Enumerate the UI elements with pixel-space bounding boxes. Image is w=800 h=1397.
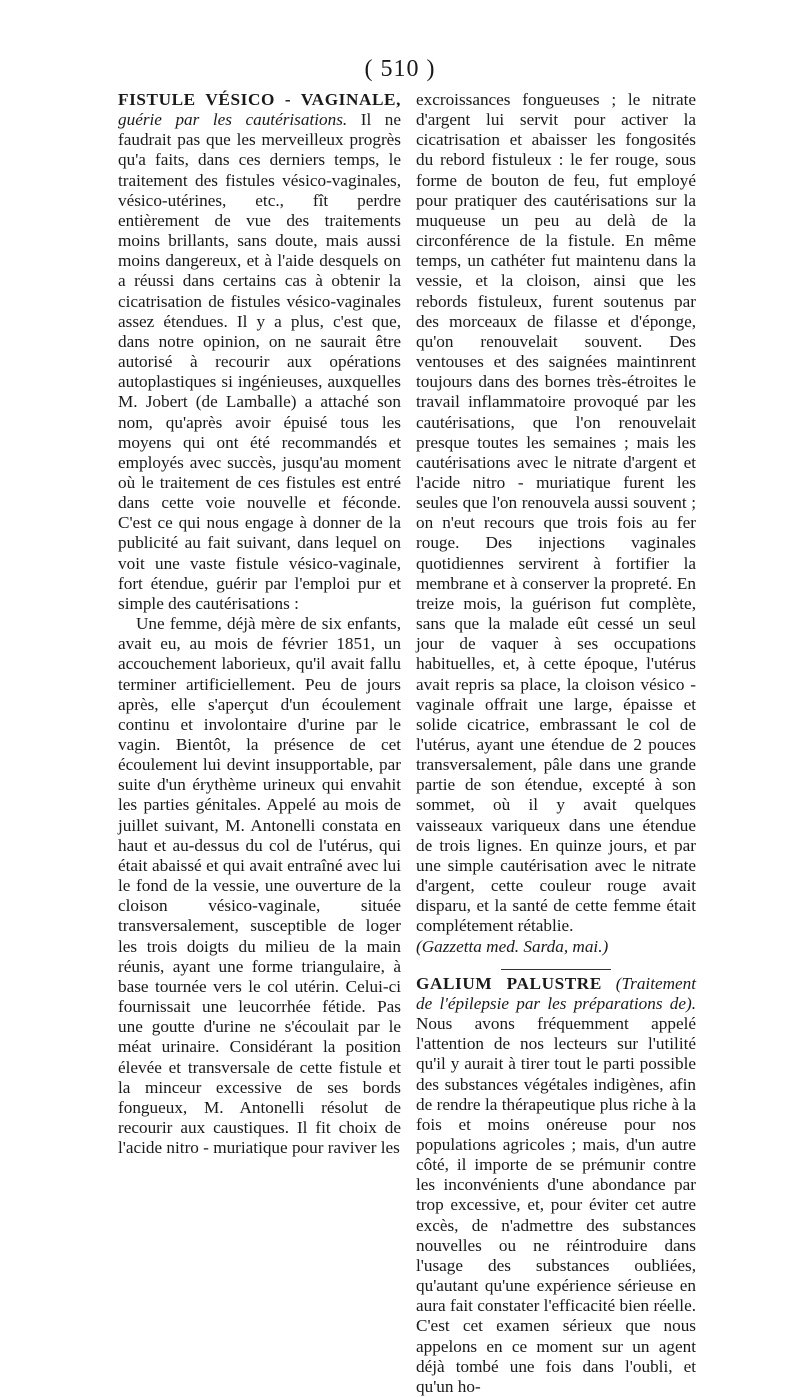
article2-paragraph-1: Nous avons fréquemment appelé l'attention de nos lecteurs sur l'utilité qu'il y aurait à tirer tout le parti possible des substances végétales indigènes, afin de rendre la thérapeutique plus riche à la fois et moins onéreuse pour nos populations agricoles ; mais, d'un autre côté, il importe de se prémunir contre les inconvénients d'une abondance par trop excessive, et, pour éviter cet autre excès, de n'admettre des substances nouvelles ou ne réintroduire dans l'usage des substances oubliées, qu'autant qu'une expérience sérieuse en aura fait constater l'efficacité bien réelle. C'est cet examen sérieux que nous appelons en ce moment sur un agent déjà tombé une fois dans l'oubli, et qu'un ho- bbox=[416, 1014, 696, 1396]
article1-heading: FISTULE VÉSICO - VAGINALE, bbox=[118, 90, 401, 109]
article1-paragraph-1: Il ne faudrait pas que les merveilleux progrès qu'a faits, dans ces derniers temps, le traitement des fistules vésico-vaginales, vésico-utérines, etc., fît perdre entièrement de vue des traitements moins brillants, sans doute, mais aussi moins dangereux, et à l'aide desquels on a réussi dans certains cas à obtenir la cicatrisation de fistules vésico-vaginales assez étendues. Il y a plus, c'est que, dans notre opinion, on ne saurait être autorisé à recourir aux opérations autoplastiques si ingénieuses, auxquelles M. Jobert (de Lamballe) a attaché son nom, qu'après avoir épuisé tous les moyens qui ont été recommandés et employés avec succès, jusqu'au moment où le traitement de ces fistules est entré dans cette voie nouvelle et féconde. C'est ce qui nous engage à donner de la publicité au fait suivant, dans lequel on voit une vaste fistule vésico-vaginale, fort étendue, guérir par l'emploi pur et simple des cautérisations : bbox=[118, 110, 401, 613]
article2-subtitle: (Traitement de l'épilepsie par les préparations de). bbox=[416, 973, 697, 1013]
right-column bbox=[416, 90, 696, 1397]
article1-first-paragraph bbox=[118, 90, 401, 614]
article2-first-paragraph bbox=[416, 974, 696, 1397]
page-number: ( 510 ) bbox=[364, 56, 436, 82]
article1-source: (Gazzetta med. Sarda, mai.) bbox=[416, 936, 609, 956]
left-column bbox=[118, 90, 401, 1158]
article1-subtitle: guérie par les cautérisations. bbox=[118, 110, 348, 130]
article2-heading: GALIUM PALUSTRE bbox=[416, 973, 602, 993]
section-divider bbox=[501, 969, 611, 970]
article1-paragraph-2-continued: excroissances fongueuses ; le nitrate d'argent lui servit pour activer la cicatrisation et abaisser les fongosités du rebord fistuleux : le fer rouge, sous forme de bouton de feu, fut employé pour pratiquer des cautérisations sur la muqueuse un peu au delà de la circonférence de la fistule. En même temps, un cathéter fut maintenu dans la vessie, et la cloison, ainsi que les rebords fistuleux, furent soutenus par des morceaux de filasse et d'éponge, qu'on renouvelait souvent. Des ventouses et des saignées maintinrent toujours dans des bornes très-étroites le travail inflammatoire provoqué par les cautérisations, que l'on renouvelait presque toutes les semaines ; mais les cautérisations avec le nitrate d'argent et l'acide nitro - muriatique furent les seules que l'on renouvela aussi souvent ; on n'eut recours que trois fois au fer rouge. Des injections vaginales quotidiennes servirent à fortifier la membrane et à conserver la propreté. En treize mois, la guérison fut complète, sans que la malade eût cessé un seul jour de vaquer à ses occupations habituelles, et, à cette époque, l'utérus avait repris sa place, la cloison vésico - vaginale offrait une large, épaisse et solide cicatrice, embrassant le col de l'utérus, ayant une étendue de 2 pouces transversalement, pâle dans une grande partie de son étendue, excepté à son sommet, où il y avait quelques vaisseaux variqueux dans une étendue de trois lignes. En quinze jours, et par une simple cautérisation avec le nitrate d'argent, cette couleur rouge avait disparu, et la santé de cette femme était complétement rétablie. bbox=[416, 90, 696, 936]
article1-paragraph-2: Une femme, déjà mère de six enfants, avait eu, au mois de février 1851, un accouchement laborieux, qu'il avait fallu terminer artificiellement. Peu de jours après, elle s'aperçut d'un écoulement continu et involontaire d'urine par le vagin. Bientôt, la présence de cet écoulement lui devint insupportable, par suite d'un érythème urineux qui envahit les parties génitales. Appelé au mois de juillet suivant, M. Antonelli constata en haut et au-dessus du col de l'utérus, qui était abaissé et qui avait entraîné avec lui le fond de la vessie, une ouverture de la cloison vésico-vaginale, située transversalement, susceptible de loger les trois doigts du milieu de la main réunis, ayant une forme triangulaire, à base tournée vers le col utérin. Celui-ci fournissait une leucorrhée fétide. Pas une goutte d'urine ne s'écoulait par le méat urinaire. Considérant la position élevée et transversale de cette fistule et la minceur excessive de ses bords fongueux, M. Antonelli résolut de recourir aux caustiques. Il fit choix de l'acide nitro - muriatique pour raviver les bbox=[118, 614, 401, 1158]
article1-source-line bbox=[416, 937, 696, 957]
